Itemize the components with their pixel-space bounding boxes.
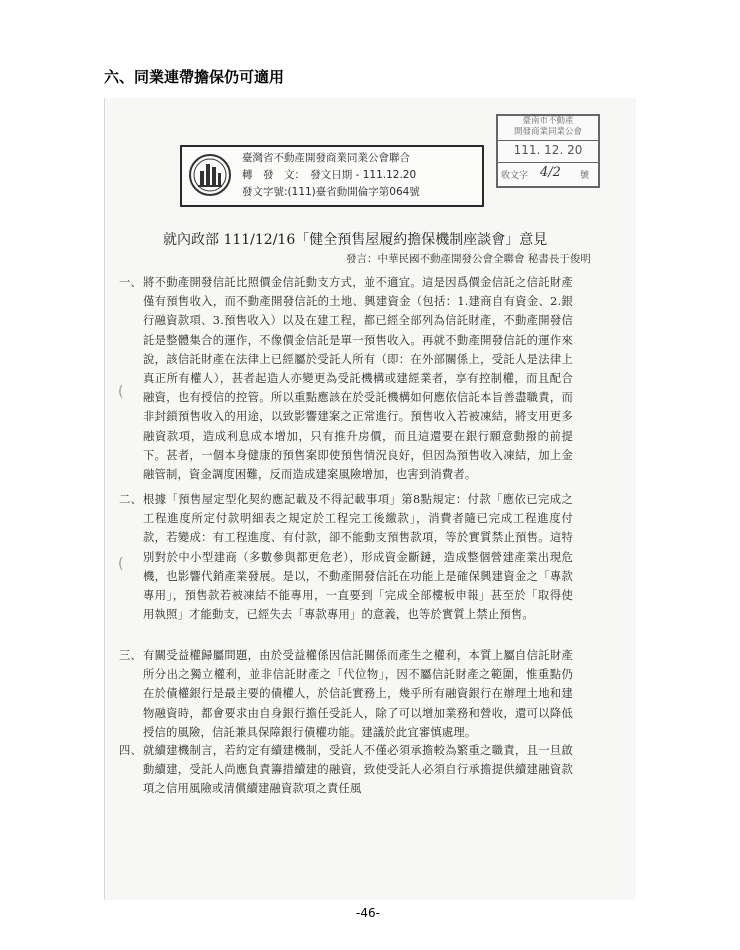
paragraph-text: 有關受益權歸屬問題，由於受益權係因信託關係而產生之權利，本質上屬自信託財產所分出之獨立權利，並非信託財產之「代位物」，因不屬信託財產之範圍，惟重點仍在於債權銀行是最主要的債權人，於信託實務上，幾乎所有融資銀行在辦理土地和建物融資時，都會要求由自身銀行擔任受託人，除了可以增加業務和營收，還可以降低授信的風險，信託兼具保障銀行債權功能。建議於此宜審慎處理。 [143,649,573,739]
speaker-line: 發言：中華民國不動產開發公會全聯會 秘書長于俊明 [346,253,591,265]
paragraph-number: 一、 [119,276,142,289]
paragraph-1 [119,273,573,484]
scan-edge [104,98,105,900]
paragraph-number: 三、 [119,649,142,662]
letterhead-org: 臺灣省不動產開發商業同業公會聯合 [242,152,410,164]
page-number: -46- [356,906,380,920]
stamp-receipt-row [498,162,598,185]
stamp-suffix: 號 [580,171,590,181]
binding-mark: ( [118,556,124,572]
letterhead-text [242,150,420,201]
stamp-org-line2: 開發商業同業公會 [513,127,582,137]
received-stamp [496,114,600,188]
paragraph-text: 將不動產開發信託比照價金信託動支方式，並不適宜。這是因爲價金信託之信託財產僅有預售收入，而不動產開發信託的土地、興建資金（包括：1.建商自有資金、2.銀行融資款項、3.預售收入）以及在建工程，都已經全部列為信託財產，不動產開發信託是整體集合的運作，不像價金信託是單一預售收入。再就不動產開發信託的運作來說，該信託財產在法律上已經屬於受託人所有（即：在外部關係上，受託人是法律上真正所有權人），甚者起造人亦變更為受託機構或建經業者，享有控制權，而且配合融資，也有授信的控管。所以重點應該在於受託機構如何應依信託本旨善盡職責，而非封鎖預售收入的用途，以致影響建案之正常進行。預售收入若被凍結，將支用更多融資款項，造成利息成本增加，只有推升房價，而且這還要在銀行願意動撥的前提下。甚者，一個本身健康的預售案即使預售情況良好，但因為預售收入凍結，加上金融管制，資金調度困難，反而造成建案風險增加，也害到消費者。 [143,276,573,482]
paragraph-3 [119,646,573,742]
paragraph-text: 就續建機制言，若約定有續建機制，受託人不僅必須承擔較為繁重之職責，且一旦啟動續建，受託人尚應負責籌措續建的融資，致使受託人必須自行承擔提供續建融資款項之信用風險或清償續建融資款項之責任風 [143,744,573,796]
association-logo-icon [188,153,232,197]
paragraph-number: 四、 [119,744,142,757]
stamp-org [498,116,598,141]
binding-mark: ( [118,384,124,400]
paragraph-2 [119,490,573,624]
stamp-number: 4/2 [540,165,561,180]
stamp-org-line1: 臺南市不動產 [522,116,574,126]
letterhead-ref: 發文字號:(111)臺省動開倫字第064號 [242,186,420,198]
paragraph-number: 二、 [119,493,142,506]
paragraph-4 [119,741,573,799]
letterhead-box [180,145,484,207]
paragraph-text: 根據「預售屋定型化契約應記載及不得記載事項」第8點規定：付款「應依已完成之工程進度所定付款明細表之規定於工程完工後繳款」，消費者隨已完成工程進度付款，若變成：有工程進度、有付款，卻不能動支預售款項，等於實質禁止預售。這特別對於中小型建商（多數參與都更危老），形成資金斷鏈，造成整個營建產業出現危機，也影響代銷產業發展。是以，不動產開發信託在功能上是確保興建資金之「專款專用」，預售款若被凍結不能專用，一直要到「完成全部樓板申報」甚至於「取得使用執照」才能動支，已經失去「專款專用」的意義，也等於實質上禁止預售。 [143,493,573,622]
stamp-label: 收文字 [501,171,529,181]
section-heading: 六、同業連帶擔保仍可適用 [104,68,285,86]
stamp-date: 111. 12. 20 [513,143,583,157]
letterhead-date: 轉 發 文： 發文日期 - 111.12.20 [242,169,417,181]
document-title: 就內政部 111/12/16「健全預售屋履約擔保機制座談會」意見 [163,232,548,248]
